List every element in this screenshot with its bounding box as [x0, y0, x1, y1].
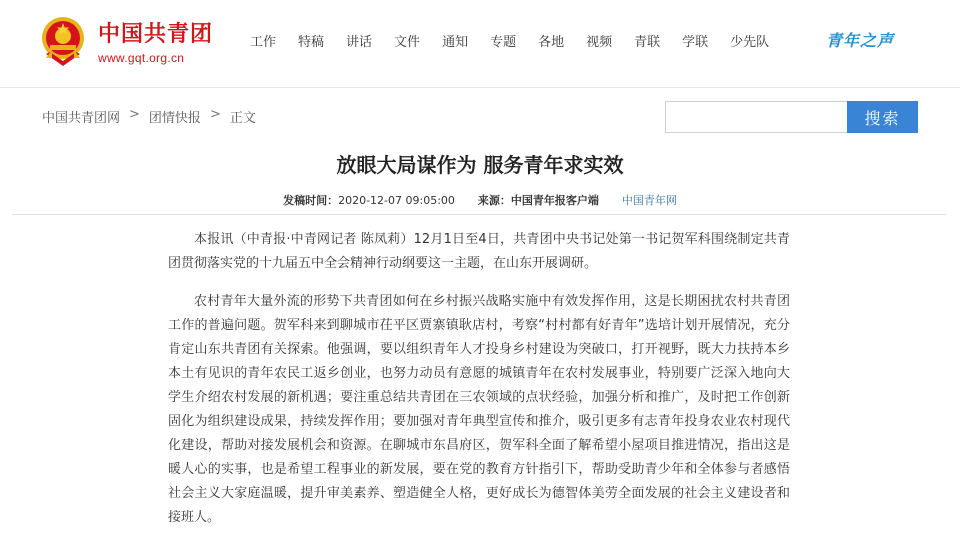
- article-meta: [0, 192, 960, 208]
- search-input[interactable]: [665, 101, 847, 133]
- breadcrumb-separator: >: [209, 107, 221, 122]
- logo-url: www.gqt.org.cn: [98, 51, 185, 65]
- nav-item-videos[interactable]: 视频: [586, 35, 613, 50]
- search-button[interactable]: 搜索: [847, 101, 918, 133]
- youth-voice-logo[interactable]: [826, 28, 894, 51]
- title-divider: [12, 214, 946, 215]
- source-site-link[interactable]: 中国青年网: [621, 194, 677, 207]
- site-logo[interactable]: [38, 14, 213, 72]
- nav-item-notices[interactable]: 通知: [442, 35, 469, 50]
- nav-item-student-federation[interactable]: 学联: [682, 35, 709, 50]
- site-header: [0, 0, 960, 88]
- main-nav: [250, 33, 769, 53]
- date-label: 发稿时间：: [283, 194, 339, 207]
- nav-item-features[interactable]: 特稿: [298, 35, 325, 50]
- breadcrumb-home[interactable]: 中国共青团网: [42, 111, 121, 126]
- youth-voice-logo-text: 青年之声: [826, 31, 895, 50]
- breadcrumb-current: 正文: [229, 111, 256, 126]
- nav-item-speeches[interactable]: 讲话: [346, 35, 373, 50]
- article-title: 放眼大局谋作为 服务青年求实效: [336, 153, 624, 177]
- logo-title: 中国共青团: [98, 22, 214, 47]
- article-paragraph: 本报讯（中青报·中青网记者 陈凤莉）12月1日至4日，共青团中央书记处第一书记贺军科围绕制定共青团贯彻落实党的十九届五中全会精神行动纲要这一主题，在山东开展调研。: [168, 232, 790, 271]
- nav-item-young-pioneers[interactable]: 少先队: [730, 35, 770, 50]
- nav-item-work[interactable]: 工作: [250, 35, 277, 50]
- league-emblem-icon: [38, 14, 88, 72]
- article-paragraph: 农村青年大量外流的形势下共青团如何在乡村振兴战略实施中有效发挥作用，这是长期困扰农村共青团工作的普遍问题。贺军科来到聊城市茌平区贾寨镇耿店村，考察“村村都有好青年”选培计划开展情况，充分肯定山东共青团有关探索。他强调，要以组织青年人才投身乡村建设为突破口，打开视野，既大力扶持本乡本土有见识的青年农民工返乡创业，也努力动员有意愿的城镇青年在农村发展事业，特别要广泛深入地向大学生介绍农村发展的新机遇；要注重总结共青团在三农领域的点状经验，加强分析和推广，及时把工作创新固化为组织建设成果，持续发挥作用；要加强对青年典型宣传和推介，吸引更多有志青年投身农业农村现代化建设，帮助对接发展机会和资源。在聊城市东昌府区，贺军科全面了解希望小屋项目推进情况，指出这是暖人心的实事，也是希望工程事业的新发展，要在党的教育方针指引下，帮助受助青少年和全体参与者感悟社会主义大家庭温暖，提升审美素养、塑造健全人格，更好成长为德智体美劳全面发展的社会主义建设者和接班人。: [168, 294, 790, 525]
- nav-item-documents[interactable]: 文件: [394, 35, 421, 50]
- breadcrumb-section[interactable]: 团情快报: [148, 111, 201, 126]
- source-name: 中国青年报客户端: [510, 194, 599, 207]
- nav-item-topics[interactable]: 专题: [490, 35, 517, 50]
- nav-item-youth-federation[interactable]: 青联: [634, 35, 661, 50]
- breadcrumb: [42, 107, 256, 126]
- article-body: [168, 228, 790, 544]
- nav-item-regions[interactable]: 各地: [538, 35, 565, 50]
- source-label: 来源：: [477, 194, 511, 207]
- breadcrumb-separator: >: [129, 107, 140, 122]
- publish-date: 2020-12-07 09:05:00: [338, 194, 455, 207]
